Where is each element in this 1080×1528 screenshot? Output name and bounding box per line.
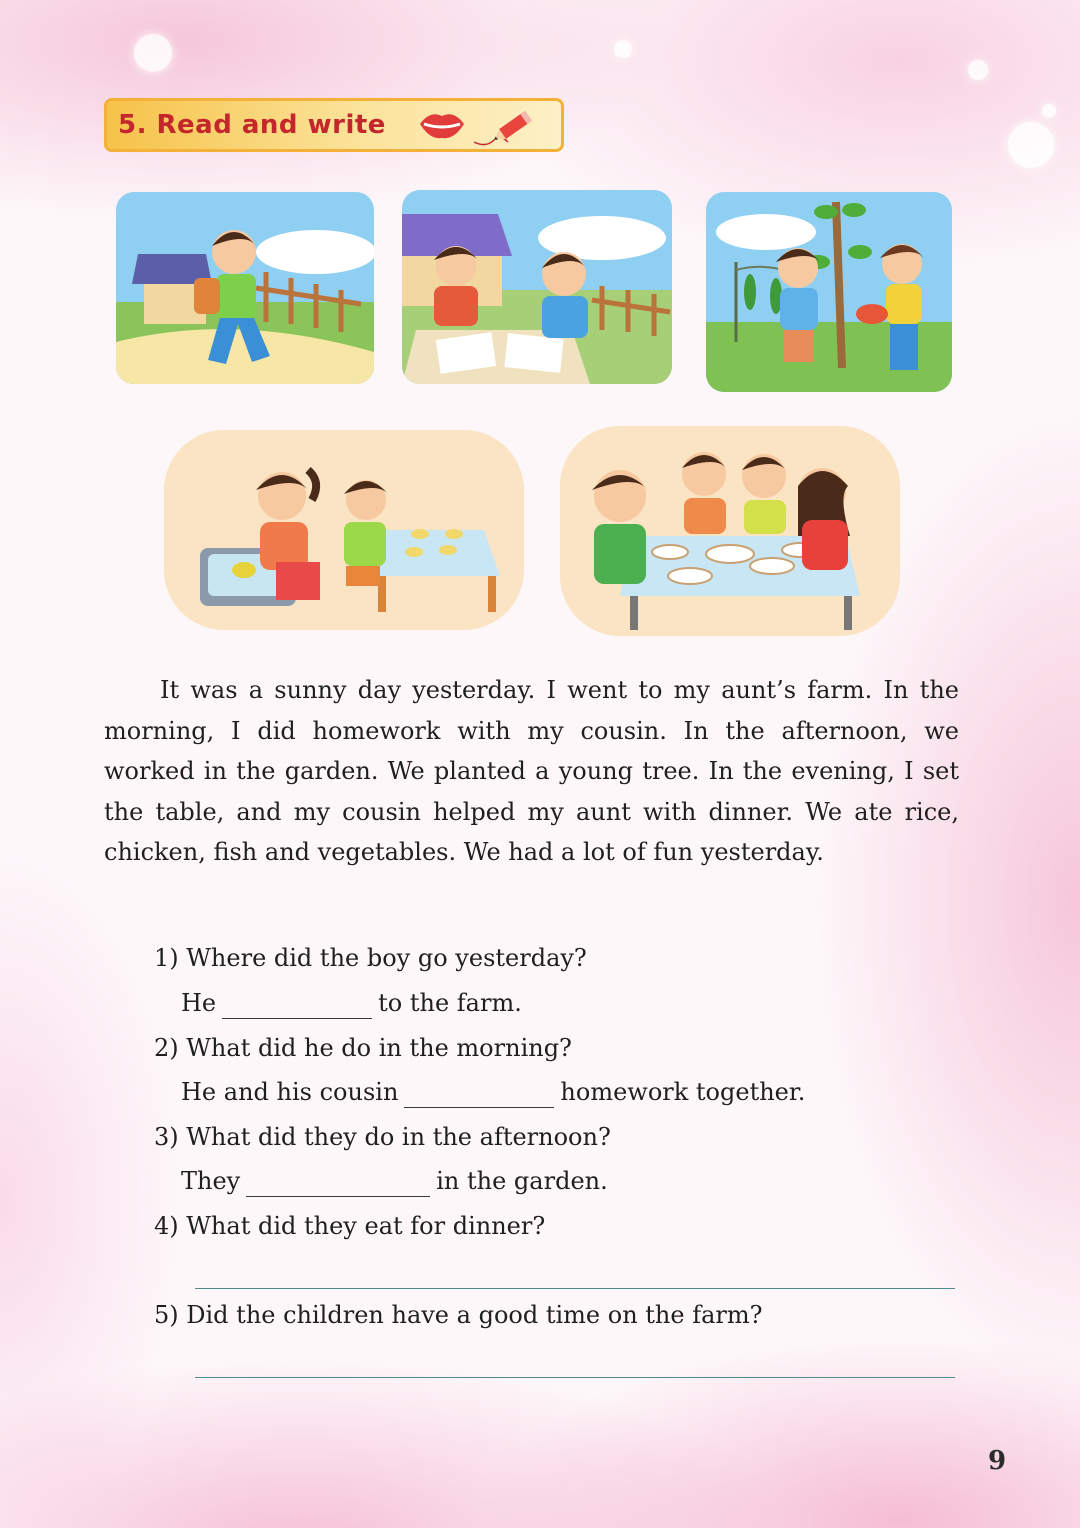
answer-1-before: He <box>181 989 217 1017</box>
picture-planting-tree <box>706 192 952 392</box>
answer-3-blank[interactable] <box>246 1170 430 1197</box>
decor-bubble <box>1042 104 1056 118</box>
question-2: 2) What did he do in the morning? <box>154 1034 572 1062</box>
section-title: 5. Read and write <box>118 110 386 140</box>
decor-bubble <box>614 40 632 58</box>
question-1: 1) Where did the boy go yesterday? <box>154 944 587 972</box>
answer-3-after: in the garden. <box>436 1167 608 1195</box>
answer-2-blank[interactable] <box>404 1081 554 1108</box>
passage-text: It was a sunny day yesterday. I went to my aunt’s farm. In the morning, I did homework with my cousin. In the afternoon, we worked in the garden. We planted a young tree. In the evening, I set the table, and my cousin helped my aunt with dinner. We ate rice, chicken, fish and vegetables. We had a lot of fun yesterday. <box>104 676 959 866</box>
decor-bubble <box>968 60 988 80</box>
picture-setting-table <box>164 430 524 630</box>
section-banner <box>104 98 564 152</box>
mouth-icon <box>416 102 468 152</box>
question-3: 3) What did they do in the afternoon? <box>154 1123 611 1151</box>
question-5: 5) Did the children have a good time on the farm? <box>154 1301 763 1329</box>
pencil-icon <box>470 102 540 156</box>
picture-homework <box>402 190 672 384</box>
page-number: 9 <box>988 1446 1007 1476</box>
reading-passage <box>104 670 959 873</box>
answer-1-blank[interactable] <box>222 992 372 1019</box>
answer-4-line[interactable] <box>195 1288 955 1289</box>
picture-dinner <box>560 426 900 636</box>
answer-2-before: He and his cousin <box>181 1078 399 1106</box>
decor-bubble <box>1008 122 1054 168</box>
answer-1 <box>181 989 522 1019</box>
answer-3 <box>181 1167 608 1197</box>
answer-2-after: homework together. <box>560 1078 806 1106</box>
question-4: 4) What did they eat for dinner? <box>154 1212 546 1240</box>
answer-3-before: They <box>181 1167 241 1195</box>
decor-bubble <box>134 34 172 72</box>
answer-1-after: to the farm. <box>378 989 522 1017</box>
answer-2 <box>181 1078 805 1108</box>
picture-boy-walking <box>116 192 374 384</box>
answer-5-line[interactable] <box>195 1377 955 1378</box>
